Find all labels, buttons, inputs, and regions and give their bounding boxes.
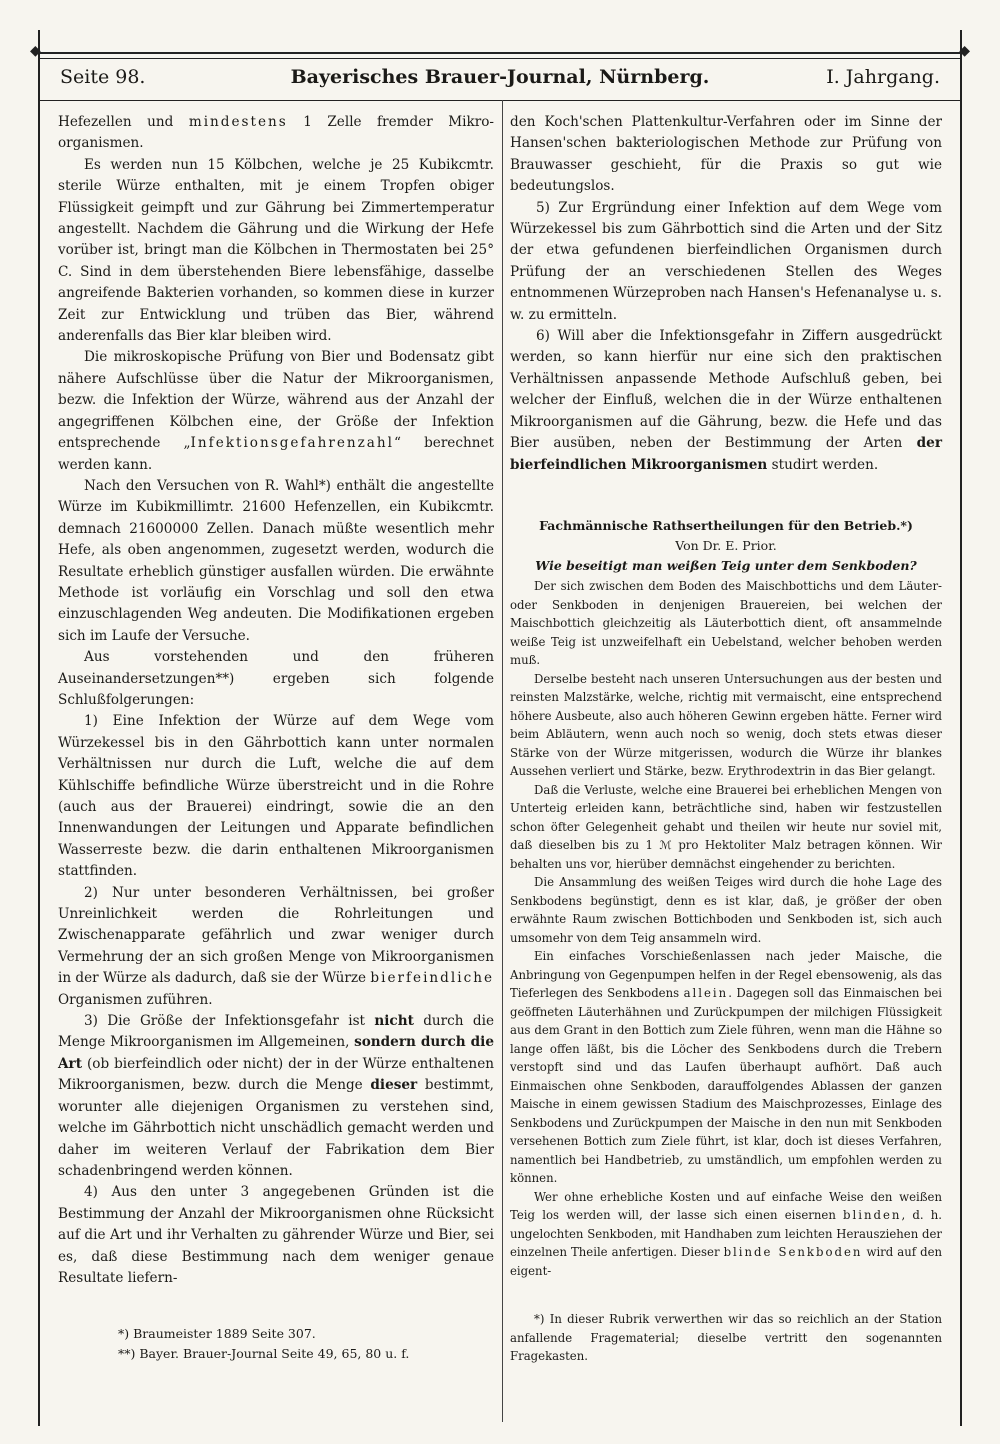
footnote: *) In dieser Rubrik verwerthen wir das so reichlich an der Station anfallende Fragematerial; dieselbe vertritt den sogenannten Fragekasten. xyxy=(510,1312,942,1363)
advice-section xyxy=(510,516,942,1280)
conclusion-6: 6) Will aber die Infektionsgefahr in Ziffern ausgedrückt werden, so kann hierfür nur eine sich den praktischen Verhältnissen anpassende Methode Aufschluß geben, bei welcher der Einfluß, welchen die in der Würze enthaltenen Mikroorganismen auf die Gährung, bezw. die Hefe und das Bier ausüben, neben der Bestimmung der Arten der bierfeindlichen Mikroorganismen studirt werden. xyxy=(510,328,942,473)
conclusion-4: 4) Aus den unter 3 angegebenen Gründen ist die Bestimmung der Anzahl der Mikroorganismen ohne Rücksicht auf die Art und ihr Verhalten zu gährender Würze und Bier, sei es, daß diese Bestimmung nach dem weniger genaue Resultate liefern- xyxy=(58,1184,494,1286)
paragraph: Die Ansammlung des weißen Teiges wird durch die hohe Lage des Senkbodens begünstigt, denn es ist klar, daß, je größer der oben erwähnte Raum zwischen Bottichboden und Senkboden ist, sich auch umsomehr von dem Teig ansammeln wird. xyxy=(510,875,942,945)
section-author: Von Dr. E. Prior. xyxy=(675,538,777,553)
journal-title: Bayerisches Brauer-Journal, Nürnberg. xyxy=(290,66,710,88)
top-border-rule xyxy=(34,52,966,54)
conclusion-5: 5) Zur Ergründung einer Infektion auf dem Wege vom Würzekessel bis zum Gährbottich sind die Arten und der Sitz der etwa gefundenen bierfeindlichen Organismen durch Prüfung der an verschiedenen Stellen des Weges entnommenen Würzeproben nach Hansen's Hefenanalyse u. s. w. zu ermitteln. xyxy=(510,199,942,323)
page-number: Seite 98. xyxy=(60,66,146,88)
corner-ornament-icon: ◆ xyxy=(959,43,970,59)
paragraph: Hefezellen und mindestens 1 Zelle fremder Mikro-organismen. xyxy=(58,114,494,152)
footnote: **) Bayer. Brauer-Journal Seite 49, 65, 80 u. f. xyxy=(118,1346,410,1361)
volume-label: I. Jahrgang. xyxy=(826,66,940,88)
page-header xyxy=(60,66,940,96)
paragraph: Wer ohne erhebliche Kosten und auf einfache Weise den weißen Teig los werden will, der lasse sich einen eisernen blinden, d. h. ungelochten Senkboden, mit Handhaben zum leichten Herausziehen der einzelnen Theile anfertigen. Dieser blinde Senkboden wird auf den eigent- xyxy=(510,1189,943,1278)
footnote: *) Braumeister 1889 Seite 307. xyxy=(118,1326,316,1341)
section-body xyxy=(510,577,942,1280)
paragraph: Es werden nun 15 Kölbchen, welche je 25 Kubikcmtr. sterile Würze enthalten, mit je einem Tropfen obiger Flüssigkeit geimpft und zur Gährung bei Zimmertemperatur angestellt. Nachdem die Gährung und die Wirkung der Hefe vorüber ist, bringt man die Kölbchen in Thermostaten bei 25° C. Sind in dem überstehenden Biere lebensfähige, dasselbe angreifende Bakterien vorhanden, so kommen diese in kurzer Zeit zur Entwicklung und trüben das Bier, während anderenfalls das Bier klar bleiben wird. xyxy=(58,156,494,345)
paragraph: Die mikroskopische Prüfung von Bier und Bodensatz gibt nähere Aufschlüsse über die Natur der Mikroorganismen, bezw. die Infektion der Würze, während aus der Anzahl der angegriffenen Kölbchen eine, der Größe der Infektion entsprechende „Infektionsgefahrenzahl“ berechnet werden kann. xyxy=(58,349,494,473)
left-border-rule xyxy=(38,30,40,1426)
paragraph: Daß die Verluste, welche eine Brauerei bei erheblichen Mengen von Unterteig erleiden kann, beträchtliche sind, haben wir festzustellen schon öfter Gelegenheit gehabt und theilen wir heute nur soviel mit, daß dieselben bis zu 1 ℳ pro Hektoliter Malz betragen können. Wir behalten uns vor, hierüber demnächst eingehender zu berichten. xyxy=(510,782,942,871)
right-footnote xyxy=(510,1310,942,1366)
paragraph: den Koch'schen Plattenkultur-Verfahren oder im Sinne der Hansen'schen bakteriologischen Methode zur Prüfung von Brauwasser geschieht, für die Praxis so gut wie bedeutungslos. xyxy=(510,114,942,195)
corner-ornament-icon: ◆ xyxy=(30,43,41,59)
paragraph: Derselbe besteht nach unseren Untersuchungen aus der besten und reinsten Malzstärke, welche, richtig mit vermaischt, eine entsprechend höhere Ausbeute, also auch höheren Gewinn ergeben hätte. Ferner wird beim Abläutern, wenn auch noch so wenig, doch stets etwas dieser Stärke von der Würze mitgerissen, wodurch die Würze ihr blankes Aussehen verliert und Stärke, bezw. Erythrodextrin in das Bier gelangt. xyxy=(510,671,942,778)
paragraph: Ein einfaches Vorschießenlassen nach jeder Maische, die Anbringung von Gegenpumpen helfen in der Regel ebensowenig, als das Tieferlegen des Senkbodens allein. Dagegen soll das Einmaischen bei geöffneten Läuterhähnen und Zurückpumpen der milchigen Flüssigkeit aus dem Grant in den Bottich zum Ziele führen, wenn man die Hähne so lange offen läßt, bis die Löcher des Senkbodens durch die Trebern verstopft sind und das Laufen überhaupt aufhört. Daß auch Einmaischen ohne Senkboden, darauffolgendes Ablassen der ganzen Maische in einem gewissen Stadium des Maischprozesses, Einlage des Senkbodens und Zurückpumpen der Maische in den nun mit Senkboden versehenen Bottich zum Ziele führt, ist klar, doch ist dieses Verfahren, namentlich bei Handbetrieb, zu umständlich, um empfohlen werden zu können. xyxy=(510,949,942,1185)
top-border-rule-inner xyxy=(38,58,962,59)
section-title: Fachmännische Rathsertheilungen für den Betrieb.*) xyxy=(539,518,913,533)
paragraph: Der sich zwischen dem Boden des Maischbottichs und dem Läuter- oder Senkboden in denjenigen Brauereien, bei welchen der Maischbottich gleichzeitig als Läuterbottich dient, oft ansammelnde weiße Teig ist unzweifelhaft ein Uebelstand, welcher behoben werden muß. xyxy=(510,579,942,667)
right-border-rule xyxy=(960,30,962,1426)
conclusion-1: 1) Eine Infektion der Würze auf dem Wege vom Würzekessel bis in den Gährbottich kann unter normalen Verhältnissen nur durch die Luft, welche die auf dem Kühlschiffe befindliche Würze überstreicht und in die Rohre (auch aus der Brauerei) eindringt, sowie die an den Innenwandungen der Leitungen und Apparate befindlichen Wasserreste bezw. die darin enthaltenen Mikroorganismen stattfinden. xyxy=(58,713,494,880)
conclusion-3: 3) Die Größe der Infektionsgefahr ist nicht durch die Menge Mikroorganismen im Allgemeinen, sondern durch die Art (ob bierfeindlich oder nicht) der in der Würze enthaltenen Mikroorganismen, bezw. durch die Menge dieser bestimmt, worunter alle diejenigen Organismen zu verstehen sind, welche im Gährbottich nicht unschädlich gemacht werden und daher im weiteren Verlauf der Fabrikation dem Bier schadenbringend werden können. xyxy=(58,1013,495,1179)
column-divider xyxy=(502,100,503,1422)
conclusion-2: 2) Nur unter besonderen Verhältnissen, bei großer Unreinlichkeit werden die Rohrleitungen und Zwischenapparate gefährlich und zwar weniger durch Vermehrung der an sich großen Menge von Mikroorganismen in der Würze als dadurch, daß sie der Würze bierfeindliche Organismen zuführen. xyxy=(58,884,494,1008)
right-column xyxy=(510,112,942,476)
left-footnotes xyxy=(118,1324,409,1364)
paragraph: Aus vorstehenden und den früheren Auseinandersetzungen**) ergeben sich folgende Schlußfolgerungen: xyxy=(58,649,494,708)
left-column xyxy=(58,112,494,1289)
paragraph: Nach den Versuchen von R. Wahl*) enthält die angestellte Würze im Kubikmillimtr. 21600 Hefenzellen, ein Kubikcmtr. demnach 21600000 Zellen. Danach müßte wesentlich mehr Hefe, als oben angenommen, zugesetzt werden, wodurch die Resultate erheblich günstiger ausfallen würden. Die erwähnte Methode ist vorläufig ein Vorschlag und soll den etwa einzuschlagenden Weg andeuten. Die Modifikationen ergeben sich im Laufe der Versuche. xyxy=(58,477,494,644)
section-question: Wie beseitigt man weißen Teig unter dem Senkboden? xyxy=(535,558,917,573)
header-rule xyxy=(38,100,962,101)
